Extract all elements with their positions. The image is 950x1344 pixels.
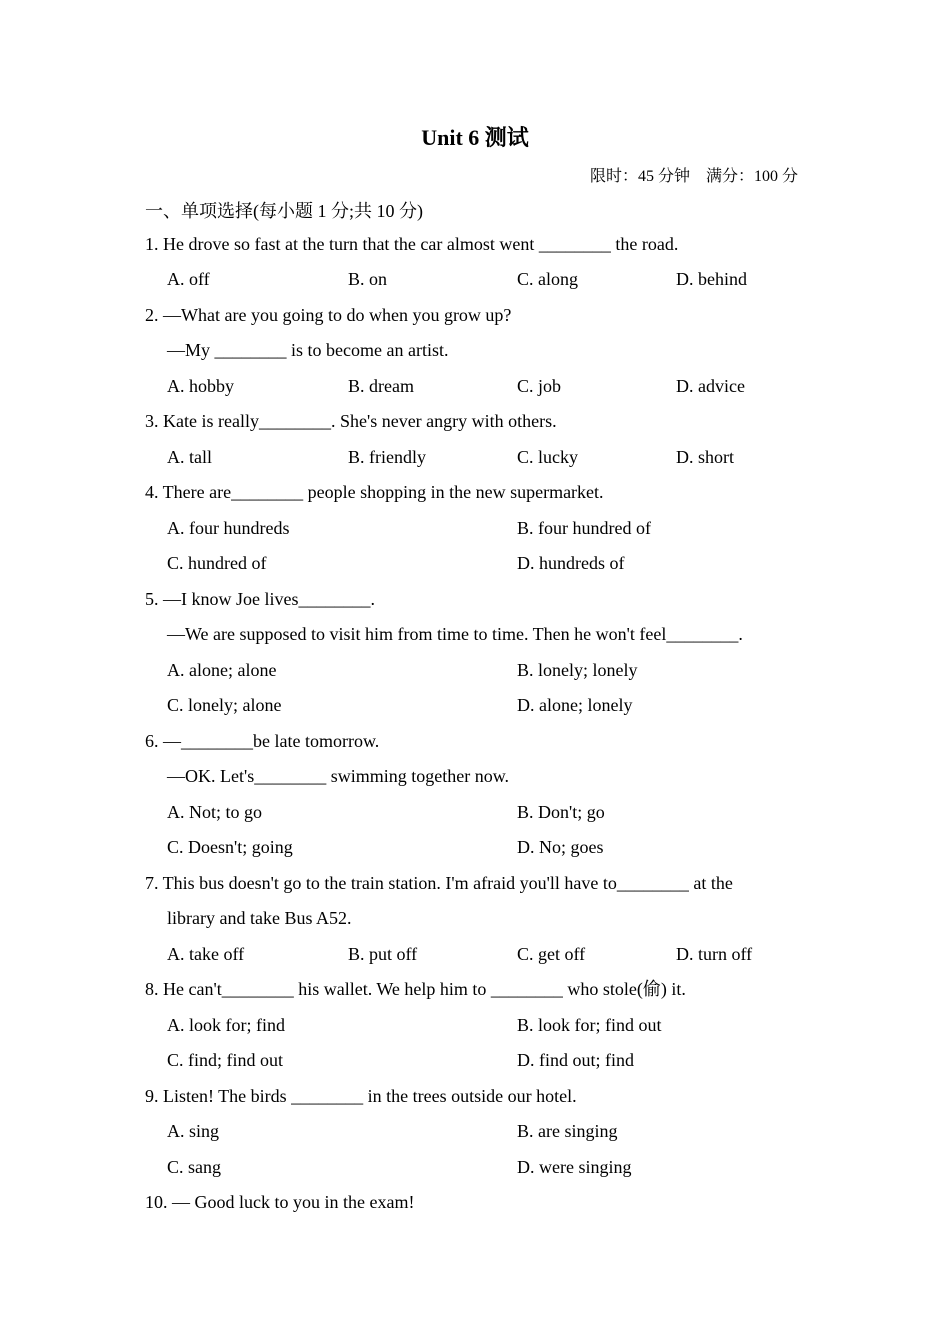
question-2-option-a: A. hobby bbox=[167, 376, 234, 396]
question-2-stem: 2. —What are you going to do when you grow up? bbox=[145, 305, 512, 325]
question-5-stem-line-2: —We are supposed to visit him from time to time. Then he won't feel________. bbox=[167, 624, 743, 644]
question-6-option-d: D. No; goes bbox=[517, 837, 604, 857]
question-3-option-c: C. lucky bbox=[517, 447, 578, 467]
question-5-option-d: D. alone; lonely bbox=[517, 695, 633, 715]
question-6-stem-line-2: —OK. Let's________ swimming together now. bbox=[167, 766, 510, 786]
question-3-stem: 3. Kate is really________. She's never angry with others. bbox=[145, 411, 557, 431]
question-2-option-b: B. dream bbox=[348, 376, 414, 396]
question-7-option-c: C. get off bbox=[517, 944, 586, 964]
question-3-option-a: A. tall bbox=[167, 447, 212, 467]
question-6-option-a: A. Not; to go bbox=[167, 802, 263, 822]
question-2-stem-line-2: —My ________ is to become an artist. bbox=[167, 340, 449, 360]
question-4-option-b: B. four hundred of bbox=[517, 518, 651, 538]
question-8-option-a: A. look for; find bbox=[167, 1015, 285, 1035]
question-7-option-a: A. take off bbox=[167, 944, 245, 964]
question-1-option-c: C. along bbox=[517, 269, 578, 289]
question-7-stem: 7. This bus doesn't go to the train station. I'm afraid you'll have to________ at the bbox=[145, 873, 733, 893]
question-5-option-b: B. lonely; lonely bbox=[517, 660, 638, 680]
question-6-option-b: B. Don't; go bbox=[517, 802, 605, 822]
question-2-option-d: D. advice bbox=[676, 376, 745, 396]
time-limit: 限时：45 分钟 bbox=[590, 168, 691, 185]
question-8-option-c: C. find; find out bbox=[167, 1050, 283, 1070]
question-1-option-b: B. on bbox=[348, 269, 388, 289]
question-8-stem: 8. He can't________ his wallet. We help him to ________ who stole(偷) it. bbox=[145, 979, 686, 999]
question-4-option-a: A. four hundreds bbox=[167, 518, 290, 538]
question-9-stem: 9. Listen! The birds ________ in the trees outside our hotel. bbox=[145, 1086, 577, 1106]
question-5-option-a: A. alone; alone bbox=[167, 660, 277, 680]
question-7-option-b: B. put off bbox=[348, 944, 418, 964]
section-heading: 一、单项选择(每小题 1 分;共 10 分) bbox=[145, 201, 423, 221]
question-4-option-d: D. hundreds of bbox=[517, 553, 625, 573]
question-4-option-c: C. hundred of bbox=[167, 553, 267, 573]
page-title: Unit 6 测试 bbox=[421, 125, 529, 150]
question-9-option-c: C. sang bbox=[167, 1157, 221, 1177]
question-6-stem: 6. —________be late tomorrow. bbox=[145, 731, 380, 751]
question-7-stem-line-2: library and take Bus A52. bbox=[167, 908, 352, 928]
question-9-option-b: B. are singing bbox=[517, 1121, 618, 1141]
question-8-option-d: D. find out; find bbox=[517, 1050, 634, 1070]
question-10-stem: 10. — Good luck to you in the exam! bbox=[145, 1192, 415, 1212]
question-5-option-c: C. lonely; alone bbox=[167, 695, 282, 715]
question-1-option-a: A. off bbox=[167, 269, 210, 289]
question-5-stem: 5. —I know Joe lives________. bbox=[145, 589, 375, 609]
question-1-option-d: D. behind bbox=[676, 269, 747, 289]
full-score: 满分：100 分 bbox=[706, 168, 799, 185]
exam-limits bbox=[590, 163, 798, 186]
question-1-stem: 1. He drove so fast at the turn that the car almost went ________ the road. bbox=[145, 234, 679, 254]
question-2-option-c: C. job bbox=[517, 376, 562, 396]
question-7-option-d: D. turn off bbox=[676, 944, 753, 964]
question-9-option-a: A. sing bbox=[167, 1121, 220, 1141]
question-9-option-d: D. were singing bbox=[517, 1157, 632, 1177]
question-6-option-c: C. Doesn't; going bbox=[167, 837, 293, 857]
question-3-option-d: D. short bbox=[676, 447, 734, 467]
question-3-option-b: B. friendly bbox=[348, 447, 426, 467]
question-4-stem: 4. There are________ people shopping in the new supermarket. bbox=[145, 482, 604, 502]
question-8-option-b: B. look for; find out bbox=[517, 1015, 662, 1035]
